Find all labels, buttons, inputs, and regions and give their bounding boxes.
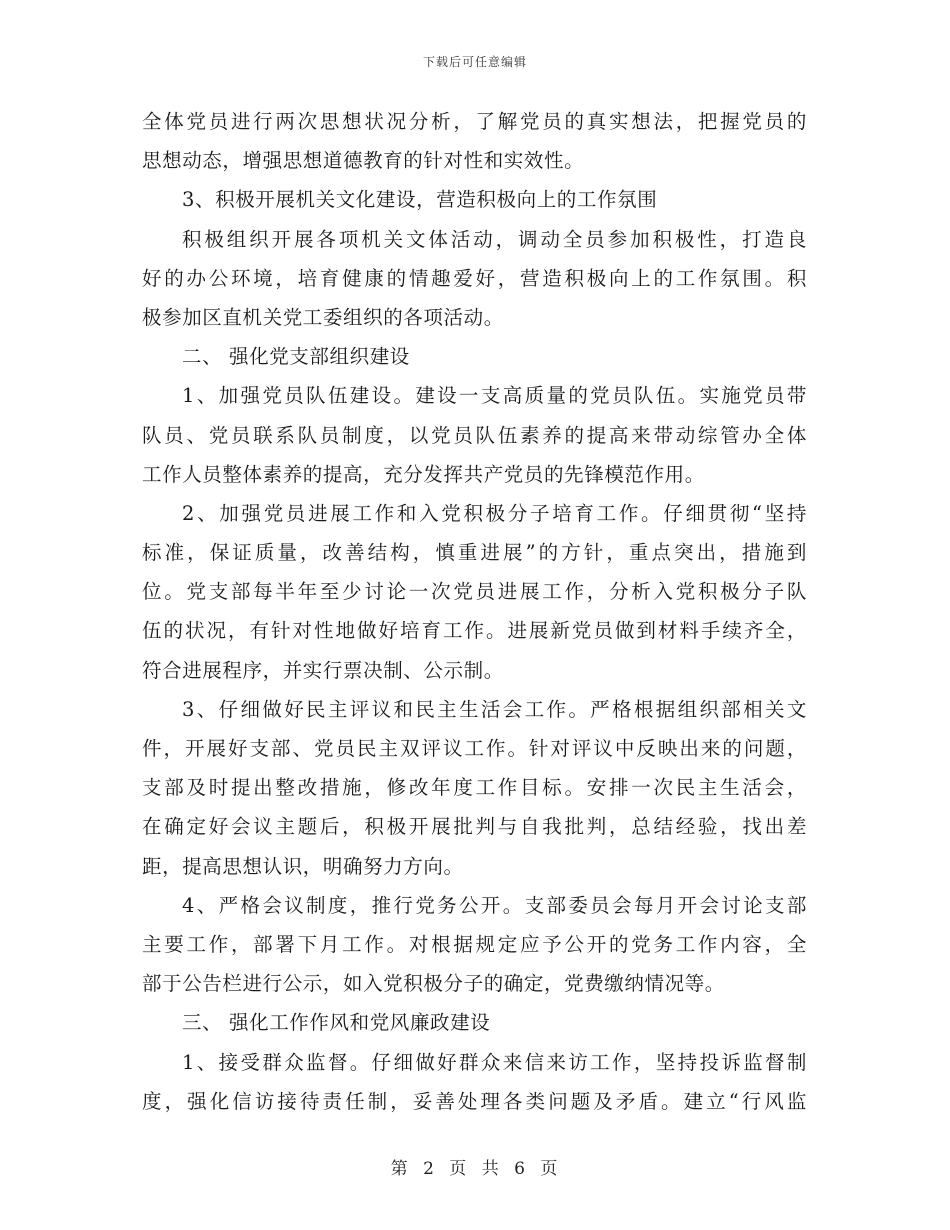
text-line: 三、 强化工作作风和党风廉政建设 [182, 1011, 491, 1035]
text-line: 工作人员整体素养的提高，充分发挥共产党员的先锋模范作用。 [142, 462, 705, 486]
document-body [142, 102, 807, 1121]
text-line: 队员、党员联系队员制度，以党员队伍素养的提高来带动综管办全体 [142, 423, 807, 447]
text-line: 位。党支部每半年至少讨论一次党员进展工作，分析入党积极分子队 [142, 580, 807, 604]
text-line: 在确定好会议主题后，积极开展批判与自我批判，总结经验，找出差 [142, 815, 807, 839]
text-line: 符合进展程序，并实行票决制、公示制。 [142, 658, 504, 682]
text-line: 主要工作，部署下月工作。对根据规定应予公开的党务工作内容，全 [142, 932, 807, 956]
text-line: 思想动态，增强思想道德教育的针对性和实效性。 [142, 149, 585, 173]
text-line: 3、积极开展机关文化建设，营造积极向上的工作氛围 [182, 188, 658, 212]
text-line: 件，开展好支部、党员民主双评议工作。针对评议中反映出来的问题， [142, 737, 807, 760]
text-line: 极参加区直机关党工委组织的各项活动。 [142, 305, 504, 329]
text-line: 1、接受群众监督。仔细做好群众来信来访工作，坚持投诉监督制 [182, 1050, 807, 1074]
page-footer: 第 2 页 共 6 页 [390, 1159, 560, 1179]
page-header: 下载后可任意编辑 [422, 55, 527, 69]
text-line: 好的办公环境，培育健康的情趣爱好，营造积极向上的工作氛围。积 [142, 266, 807, 290]
text-line: 积极组织开展各项机关文体活动，调动全员参加积极性，打造良 [182, 227, 807, 251]
text-line: 3、仔细做好民主评议和民主生活会工作。严格根据组织部相关文 [182, 697, 807, 721]
text-line: 2、加强党员进展工作和入党积极分子培育工作。仔细贯彻“坚持 [182, 501, 807, 525]
text-line: 1、加强党员队伍建设。建设一支高质量的党员队伍。实施党员带 [182, 384, 807, 408]
text-line: 4、严格会议制度，推行党务公开。支部委员会每月开会讨论支部 [182, 893, 807, 917]
text-line: 部于公告栏进行公示，如入党积极分子的确定，党费缴纳情况等。 [142, 972, 725, 996]
text-line: 支部及时提出整改措施，修改年度工作目标。安排一次民主生活会， [142, 776, 807, 800]
text-line: 度，强化信访接待责任制，妥善处理各类问题及矛盾。建立“行风监 [142, 1089, 807, 1113]
text-line: 二、 强化党支部组织建设 [182, 345, 410, 369]
text-line: 全体党员进行两次思想状况分析，了解党员的真实想法，把握党员的 [142, 110, 807, 133]
text-line: 标准，保证质量，改善结构，慎重进展”的方针，重点突出，措施到 [142, 541, 807, 565]
text-line: 伍的状况，有针对性地做好培育工作。进展新党员做到材料手续齐全， [142, 619, 807, 643]
text-line: 距，提高思想认识，明确努力方向。 [142, 854, 464, 878]
